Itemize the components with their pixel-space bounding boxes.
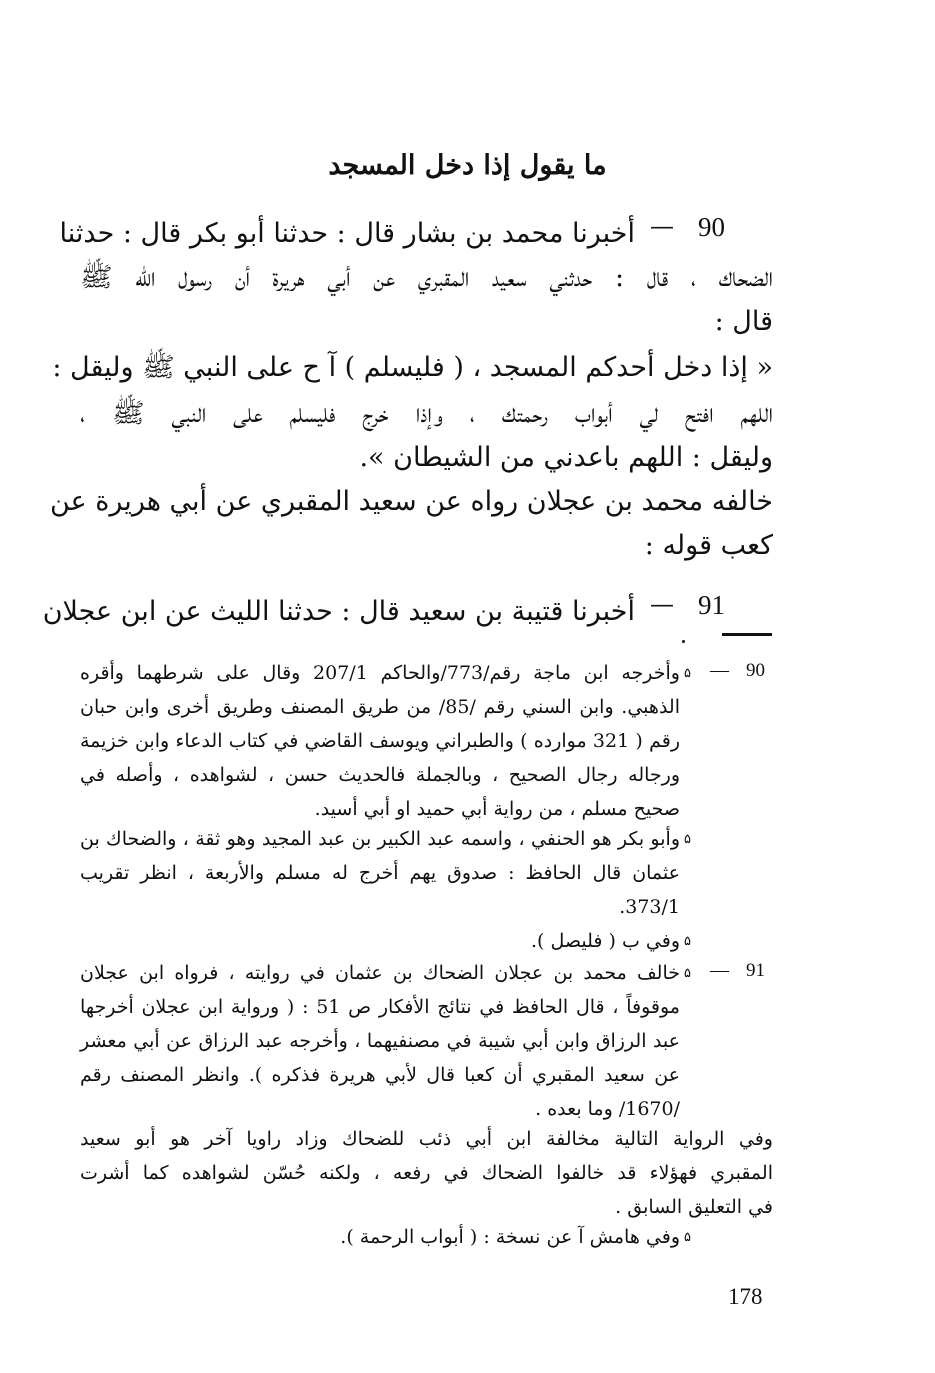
note-line-2: كعب قوله : [644, 530, 773, 561]
hadith-number-90: 90 [698, 212, 725, 242]
footnote-dot [682, 640, 685, 643]
hadith-90-line-2: الضحاك ، قال : حدثني سعيد المقبري عن أبي هريرة أن رسول الله ﷺ [80, 262, 773, 293]
footnote-marker-icon: ۵ [684, 966, 691, 981]
footnote-91-line-1: خالف محمد بن عجلان الضحاك بن عثمان في روايته ، فرواه ابن عجلان [80, 962, 680, 984]
footnote-90c-line: وفي ب ( فليصل ). [531, 930, 680, 952]
footnote-90-line-1: وأخرجه ابن ماجة رقم/773/والحاكم 207/1 وقال على شرطهما وأقره [80, 662, 680, 684]
hadith-90-text-line-1: « إذا دخل أحدكم المسجد ، ( فليسلم ) آ ح على النبي ﷺ وليقل : [52, 352, 773, 383]
footnote-separator [722, 633, 772, 636]
footnote-90-line-3: رقم ( 321 موارده ) والطبراني ويوسف القاضي في كتاب الدعاء وابن خزيمة [80, 730, 680, 752]
hadith-dash-90: — [650, 212, 674, 240]
footnote-90-line-2: الذهبي. وابن السني رقم /85/ من طريق المصنف وطريق أخرى وابن حبان [80, 696, 680, 718]
hadith-dash-91: — [650, 590, 674, 618]
hadith-number-91: 91 [698, 590, 725, 620]
footnote-91-line-5: /1670/ وما بعده . [535, 1098, 680, 1120]
footnote-marker-icon: ۵ [684, 1230, 691, 1245]
footnote-90b-line-1: وأبو بكر هو الحنفي ، واسمه عبد الكبير بن عبد المجيد وهو ثقة ، والضحاك بن [80, 828, 680, 850]
hadith-90-text-line-2: اللهم افتح لي أبواب رحمتك ، وإذا خرج فليسلم على النبي ﷺ ، [80, 398, 773, 429]
footnote-91-line-3: عبد الرزاق وابن أبي شيبة في مصنفيهما ، وأخرجه عبد الرزاق عن أبي معشر [80, 1030, 680, 1052]
footnote-91b-line: وفي هامش آ عن نسخة : ( أبواب الرحمة ). [340, 1226, 680, 1248]
footnote-marker-icon: ۵ [684, 832, 691, 847]
footnote-90-line-5: صحيح مسلم ، من رواية أبي حميد او أبي أسيد. [314, 798, 680, 820]
footnote-marker-icon: ۵ [684, 666, 691, 681]
hadith-90-line-3: قال : [714, 306, 773, 337]
page-number: 178 [728, 1284, 763, 1309]
footnote-marker-icon: ۵ [684, 934, 691, 949]
footnote-90-line-4: ورجاله رجال الصحيح ، وبالجملة فالحديث حسن ، لشواهده ، وأصله في [80, 764, 680, 786]
footnote-number-91: 91 [746, 960, 765, 981]
page-title: ما يقول إذا دخل المسجد [328, 150, 607, 181]
footnote-90b-line-3: 373/1. [619, 896, 680, 918]
footnote-91-line-4: عن سعيد المقبري أن كعبا قال لأبي هريرة فذكره ). وانظر المصنف رقم [80, 1064, 680, 1086]
footnote-91-line-2: موقوفاً ، قال الحافظ في نتائج الأفكار ص 51 : ( ورواية ابن عجلان أخرجها [80, 996, 680, 1018]
note-line-1: خالفه محمد بن عجلان رواه عن سعيد المقبري عن أبي هريرة عن [50, 486, 773, 517]
footnote-91-line-7: المقبري فهؤلاء قد خالفوا الضحاك في رفعه ، ولكنه حُسّن لشواهده كما أشرت [80, 1162, 773, 1184]
hadith-90-line-1: أخبرنا محمد بن بشار قال : حدثنا أبو بكر قال : حدثنا [59, 218, 635, 249]
footnote-number-90: 90 [746, 660, 765, 681]
footnote-dash-90: — [710, 660, 729, 681]
footnote-dash-91: — [710, 960, 729, 981]
footnote-90b-line-2: عثمان قال الحافظ : صدوق يهم أخرج له مسلم والأربعة ، انظر تقريب [80, 862, 680, 884]
hadith-90-text-line-3: وليقل : اللهم باعدني من الشيطان ». [359, 442, 773, 473]
footnote-91-line-8: في التعليق السابق . [615, 1196, 773, 1218]
footnote-91-line-6: وفي الرواية التالية مخالفة ابن أبي ذئب للضحاك وزاد راويا آخر هو أبو سعيد [80, 1128, 773, 1150]
hadith-91-line-1: أخبرنا قتيبة بن سعيد قال : حدثنا الليث عن ابن عجلان [42, 596, 635, 627]
